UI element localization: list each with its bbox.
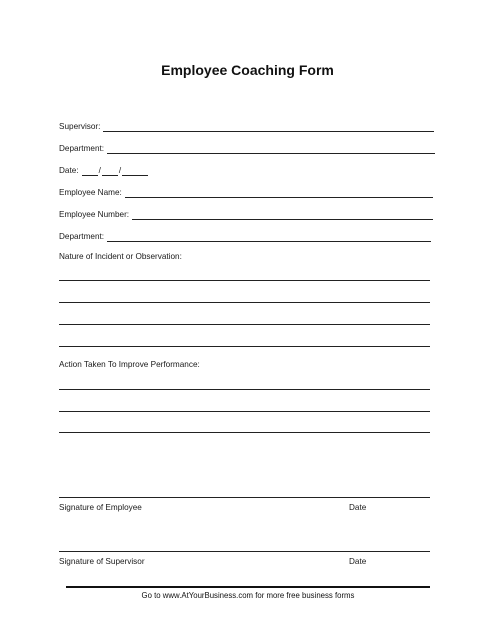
department-label-2: Department: <box>59 232 105 241</box>
date-year-blank[interactable] <box>122 165 148 176</box>
supervisor-signature-line[interactable] <box>59 551 430 552</box>
date-day-blank[interactable] <box>102 165 118 176</box>
action-line-2[interactable] <box>59 411 430 412</box>
date-slash-2: / <box>118 166 122 175</box>
employee-name-field[interactable] <box>59 186 433 200</box>
supervisor-line[interactable] <box>103 121 434 132</box>
employee-number-field[interactable] <box>59 208 433 222</box>
employee-number-label: Employee Number: <box>59 210 130 219</box>
action-heading: Action Taken To Improve Performance: <box>59 360 200 369</box>
supervisor-signature-date-label: Date <box>349 557 367 566</box>
employee-signature-label: Signature of Employee <box>59 503 142 512</box>
employee-name-label: Employee Name: <box>59 188 122 197</box>
supervisor-label: Supervisor: <box>59 122 101 131</box>
action-line-1[interactable] <box>59 389 430 390</box>
supervisor-field[interactable] <box>59 120 434 134</box>
department-line-1[interactable] <box>107 143 435 154</box>
incident-line-1[interactable] <box>59 280 430 281</box>
action-line-3[interactable] <box>59 432 430 433</box>
department-field-2[interactable] <box>59 230 431 244</box>
footer-text: Go to www.AtYourBusiness.com for more free business forms <box>141 591 355 600</box>
employee-name-line[interactable] <box>125 187 433 198</box>
date-field[interactable] <box>59 164 148 178</box>
incident-line-3[interactable] <box>59 324 430 325</box>
date-label: Date: <box>59 166 79 175</box>
incident-line-2[interactable] <box>59 302 430 303</box>
department-line-2[interactable] <box>107 231 431 242</box>
form-title: Employee Coaching Form <box>161 62 334 78</box>
employee-signature-date-label: Date <box>349 503 367 512</box>
employee-signature-line[interactable] <box>59 497 430 498</box>
footer-divider <box>66 586 430 588</box>
department-field-1[interactable] <box>59 142 435 156</box>
department-label-1: Department: <box>59 144 105 153</box>
date-slash-1: / <box>98 166 101 175</box>
date-month-blank[interactable] <box>82 165 98 176</box>
employee-number-line[interactable] <box>132 209 433 220</box>
incident-line-4[interactable] <box>59 346 430 347</box>
supervisor-signature-label: Signature of Supervisor <box>59 557 145 566</box>
incident-heading: Nature of Incident or Observation: <box>59 252 182 261</box>
